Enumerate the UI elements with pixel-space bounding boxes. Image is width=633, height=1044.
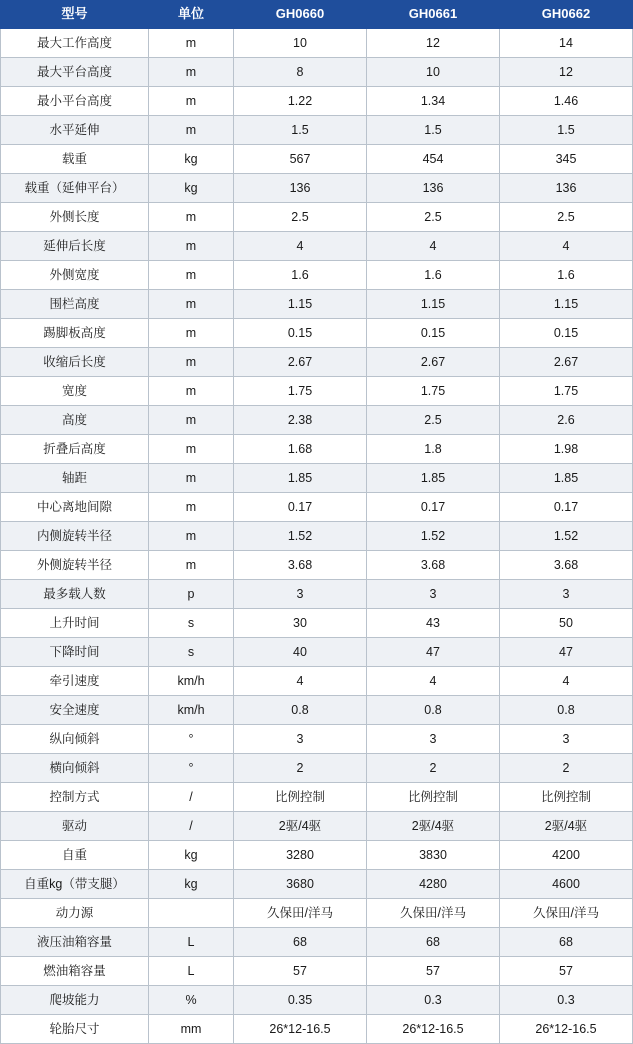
table-row [1,435,633,464]
row-value-gh0661-cell: 3.68 [367,551,500,580]
row-unit-cell: m [149,522,234,551]
row-label-cell: 围栏高度 [1,290,149,319]
row-value-gh0660-cell: 2.67 [234,348,367,377]
row-value-gh0661-cell: 10 [367,58,500,87]
row-value-gh0660-cell: 2.38 [234,406,367,435]
row-value-gh0662-cell: 1.46 [500,87,633,116]
table-row [1,609,633,638]
row-value-gh0662-cell: 57 [500,957,633,986]
row-value-gh0662-cell: 1.85 [500,464,633,493]
row-unit-cell: / [149,783,234,812]
row-value-gh0661-cell: 2 [367,754,500,783]
row-unit-cell: km/h [149,696,234,725]
row-label-cell: 纵向倾斜 [1,725,149,754]
table-row [1,667,633,696]
row-label-cell: 轮胎尺寸 [1,1015,149,1044]
row-value-gh0660-cell: 2.5 [234,203,367,232]
column-header-gh0661: GH0661 [367,1,500,29]
row-unit-cell: m [149,377,234,406]
row-value-gh0660-cell: 比例控制 [234,783,367,812]
row-label-cell: 踢脚板高度 [1,319,149,348]
row-value-gh0660-cell: 2驱/4驱 [234,812,367,841]
table-row [1,957,633,986]
table-row [1,870,633,899]
row-value-gh0660-cell: 2 [234,754,367,783]
row-value-gh0662-cell: 久保田/洋马 [500,899,633,928]
row-value-gh0662-cell: 2.5 [500,203,633,232]
row-label-cell: 上升时间 [1,609,149,638]
row-unit-cell: m [149,58,234,87]
row-value-gh0661-cell: 47 [367,638,500,667]
row-label-cell: 水平延伸 [1,116,149,145]
row-unit-cell: m [149,87,234,116]
row-label-cell: 载重 [1,145,149,174]
row-label-cell: 横向倾斜 [1,754,149,783]
row-value-gh0661-cell: 26*12-16.5 [367,1015,500,1044]
table-body [1,29,633,1044]
row-unit-cell: m [149,551,234,580]
row-unit-cell: km/h [149,667,234,696]
row-value-gh0661-cell: 1.34 [367,87,500,116]
row-unit-cell: m [149,406,234,435]
table-header-row [1,1,633,29]
column-header-gh0662: GH0662 [500,1,633,29]
row-unit-cell: p [149,580,234,609]
table-row [1,522,633,551]
row-value-gh0661-cell: 4 [367,667,500,696]
table-row [1,464,633,493]
row-value-gh0661-cell: 3 [367,725,500,754]
table-row [1,116,633,145]
row-value-gh0662-cell: 2.6 [500,406,633,435]
row-unit-cell: m [149,290,234,319]
row-value-gh0660-cell: 30 [234,609,367,638]
table-row [1,696,633,725]
row-label-cell: 高度 [1,406,149,435]
table-row [1,551,633,580]
table-row [1,348,633,377]
table-row [1,87,633,116]
row-value-gh0661-cell: 0.8 [367,696,500,725]
row-unit-cell: m [149,232,234,261]
row-value-gh0662-cell: 4200 [500,841,633,870]
table-header [1,1,633,29]
row-value-gh0660-cell: 3 [234,725,367,754]
row-unit-cell: m [149,29,234,58]
row-value-gh0660-cell: 1.52 [234,522,367,551]
row-unit-cell: mm [149,1015,234,1044]
row-value-gh0660-cell: 0.17 [234,493,367,522]
table-row [1,377,633,406]
table-row [1,406,633,435]
row-label-cell: 安全速度 [1,696,149,725]
table-row [1,783,633,812]
row-unit-cell: m [149,319,234,348]
table-row [1,290,633,319]
table-row [1,493,633,522]
table-row [1,899,633,928]
row-value-gh0662-cell: 0.15 [500,319,633,348]
table-row [1,174,633,203]
table-row [1,29,633,58]
table-row [1,319,633,348]
row-unit-cell: m [149,348,234,377]
row-value-gh0660-cell: 567 [234,145,367,174]
row-unit-cell [149,899,234,928]
row-unit-cell: kg [149,870,234,899]
table-row [1,986,633,1015]
row-value-gh0662-cell: 比例控制 [500,783,633,812]
row-unit-cell: m [149,261,234,290]
row-value-gh0662-cell: 3 [500,725,633,754]
row-value-gh0662-cell: 2驱/4驱 [500,812,633,841]
row-value-gh0662-cell: 136 [500,174,633,203]
row-value-gh0660-cell: 1.6 [234,261,367,290]
row-unit-cell: m [149,116,234,145]
row-value-gh0662-cell: 1.6 [500,261,633,290]
table-row [1,638,633,667]
row-value-gh0660-cell: 26*12-16.5 [234,1015,367,1044]
table-row [1,754,633,783]
row-value-gh0662-cell: 3.68 [500,551,633,580]
row-value-gh0662-cell: 14 [500,29,633,58]
row-value-gh0661-cell: 1.5 [367,116,500,145]
row-value-gh0662-cell: 1.75 [500,377,633,406]
row-unit-cell: L [149,957,234,986]
row-value-gh0661-cell: 57 [367,957,500,986]
row-value-gh0660-cell: 久保田/洋马 [234,899,367,928]
row-unit-cell: m [149,493,234,522]
row-value-gh0662-cell: 12 [500,58,633,87]
row-value-gh0660-cell: 1.85 [234,464,367,493]
row-value-gh0660-cell: 10 [234,29,367,58]
row-value-gh0662-cell: 4 [500,232,633,261]
row-value-gh0660-cell: 3.68 [234,551,367,580]
row-label-cell: 自重 [1,841,149,870]
row-unit-cell: / [149,812,234,841]
row-value-gh0660-cell: 3 [234,580,367,609]
row-value-gh0662-cell: 1.5 [500,116,633,145]
row-value-gh0660-cell: 3280 [234,841,367,870]
row-label-cell: 中心离地间隙 [1,493,149,522]
row-value-gh0660-cell: 1.75 [234,377,367,406]
table-row [1,1015,633,1044]
row-value-gh0662-cell: 0.3 [500,986,633,1015]
row-value-gh0662-cell: 3 [500,580,633,609]
row-value-gh0660-cell: 1.15 [234,290,367,319]
table-row [1,261,633,290]
row-value-gh0662-cell: 1.98 [500,435,633,464]
table-row [1,58,633,87]
column-header-unit: 单位 [149,1,234,29]
row-label-cell: 动力源 [1,899,149,928]
row-label-cell: 折叠后高度 [1,435,149,464]
row-value-gh0662-cell: 2.67 [500,348,633,377]
row-value-gh0660-cell: 3680 [234,870,367,899]
row-value-gh0661-cell: 1.15 [367,290,500,319]
row-value-gh0662-cell: 4600 [500,870,633,899]
row-value-gh0661-cell: 4280 [367,870,500,899]
row-value-gh0661-cell: 1.52 [367,522,500,551]
row-label-cell: 外侧旋转半径 [1,551,149,580]
row-value-gh0661-cell: 久保田/洋马 [367,899,500,928]
row-label-cell: 驱动 [1,812,149,841]
row-value-gh0660-cell: 1.22 [234,87,367,116]
row-value-gh0662-cell: 1.52 [500,522,633,551]
row-unit-cell: ° [149,725,234,754]
row-label-cell: 最小平台高度 [1,87,149,116]
row-unit-cell: L [149,928,234,957]
row-unit-cell: m [149,464,234,493]
row-value-gh0661-cell: 2驱/4驱 [367,812,500,841]
row-value-gh0661-cell: 1.6 [367,261,500,290]
row-label-cell: 自重kg（带支腿） [1,870,149,899]
table-row [1,725,633,754]
row-label-cell: 外侧宽度 [1,261,149,290]
row-unit-cell: m [149,435,234,464]
row-unit-cell: ° [149,754,234,783]
column-header-gh0660: GH0660 [234,1,367,29]
row-value-gh0661-cell: 0.15 [367,319,500,348]
row-label-cell: 最大平台高度 [1,58,149,87]
row-value-gh0660-cell: 68 [234,928,367,957]
row-label-cell: 收缩后长度 [1,348,149,377]
row-label-cell: 牵引速度 [1,667,149,696]
row-label-cell: 燃油箱容量 [1,957,149,986]
row-label-cell: 内侧旋转半径 [1,522,149,551]
row-unit-cell: kg [149,841,234,870]
row-value-gh0662-cell: 47 [500,638,633,667]
row-value-gh0662-cell: 0.8 [500,696,633,725]
row-value-gh0662-cell: 50 [500,609,633,638]
row-label-cell: 宽度 [1,377,149,406]
row-value-gh0661-cell: 68 [367,928,500,957]
row-value-gh0661-cell: 2.5 [367,406,500,435]
row-value-gh0661-cell: 2.67 [367,348,500,377]
row-value-gh0661-cell: 3830 [367,841,500,870]
row-value-gh0660-cell: 0.15 [234,319,367,348]
row-value-gh0661-cell: 136 [367,174,500,203]
row-value-gh0660-cell: 4 [234,667,367,696]
table-row [1,928,633,957]
row-value-gh0661-cell: 比例控制 [367,783,500,812]
row-value-gh0662-cell: 4 [500,667,633,696]
row-value-gh0660-cell: 1.5 [234,116,367,145]
row-value-gh0661-cell: 12 [367,29,500,58]
row-label-cell: 外侧长度 [1,203,149,232]
row-value-gh0662-cell: 26*12-16.5 [500,1015,633,1044]
column-header-model: 型号 [1,1,149,29]
row-value-gh0660-cell: 40 [234,638,367,667]
row-value-gh0661-cell: 3 [367,580,500,609]
row-label-cell: 最多载人数 [1,580,149,609]
table-row [1,812,633,841]
row-value-gh0660-cell: 57 [234,957,367,986]
table-row [1,203,633,232]
row-value-gh0661-cell: 1.85 [367,464,500,493]
row-label-cell: 爬坡能力 [1,986,149,1015]
row-label-cell: 轴距 [1,464,149,493]
row-value-gh0662-cell: 2 [500,754,633,783]
row-value-gh0661-cell: 1.75 [367,377,500,406]
row-value-gh0661-cell: 1.8 [367,435,500,464]
row-value-gh0661-cell: 2.5 [367,203,500,232]
row-value-gh0661-cell: 454 [367,145,500,174]
row-value-gh0661-cell: 0.3 [367,986,500,1015]
table-row [1,841,633,870]
row-value-gh0661-cell: 43 [367,609,500,638]
row-value-gh0660-cell: 136 [234,174,367,203]
row-unit-cell: s [149,609,234,638]
row-label-cell: 控制方式 [1,783,149,812]
table-row [1,232,633,261]
row-value-gh0662-cell: 0.17 [500,493,633,522]
row-value-gh0661-cell: 0.17 [367,493,500,522]
row-value-gh0660-cell: 8 [234,58,367,87]
row-value-gh0661-cell: 4 [367,232,500,261]
row-value-gh0662-cell: 68 [500,928,633,957]
row-label-cell: 液压油箱容量 [1,928,149,957]
row-unit-cell: s [149,638,234,667]
row-label-cell: 下降时间 [1,638,149,667]
row-label-cell: 最大工作高度 [1,29,149,58]
row-value-gh0662-cell: 1.15 [500,290,633,319]
row-label-cell: 延伸后长度 [1,232,149,261]
row-unit-cell: kg [149,174,234,203]
row-value-gh0662-cell: 345 [500,145,633,174]
row-unit-cell: kg [149,145,234,174]
table-row [1,580,633,609]
row-value-gh0660-cell: 0.35 [234,986,367,1015]
table-row [1,145,633,174]
row-value-gh0660-cell: 0.8 [234,696,367,725]
row-value-gh0660-cell: 1.68 [234,435,367,464]
row-unit-cell: m [149,203,234,232]
row-value-gh0660-cell: 4 [234,232,367,261]
row-label-cell: 载重（延伸平台） [1,174,149,203]
row-unit-cell: % [149,986,234,1015]
